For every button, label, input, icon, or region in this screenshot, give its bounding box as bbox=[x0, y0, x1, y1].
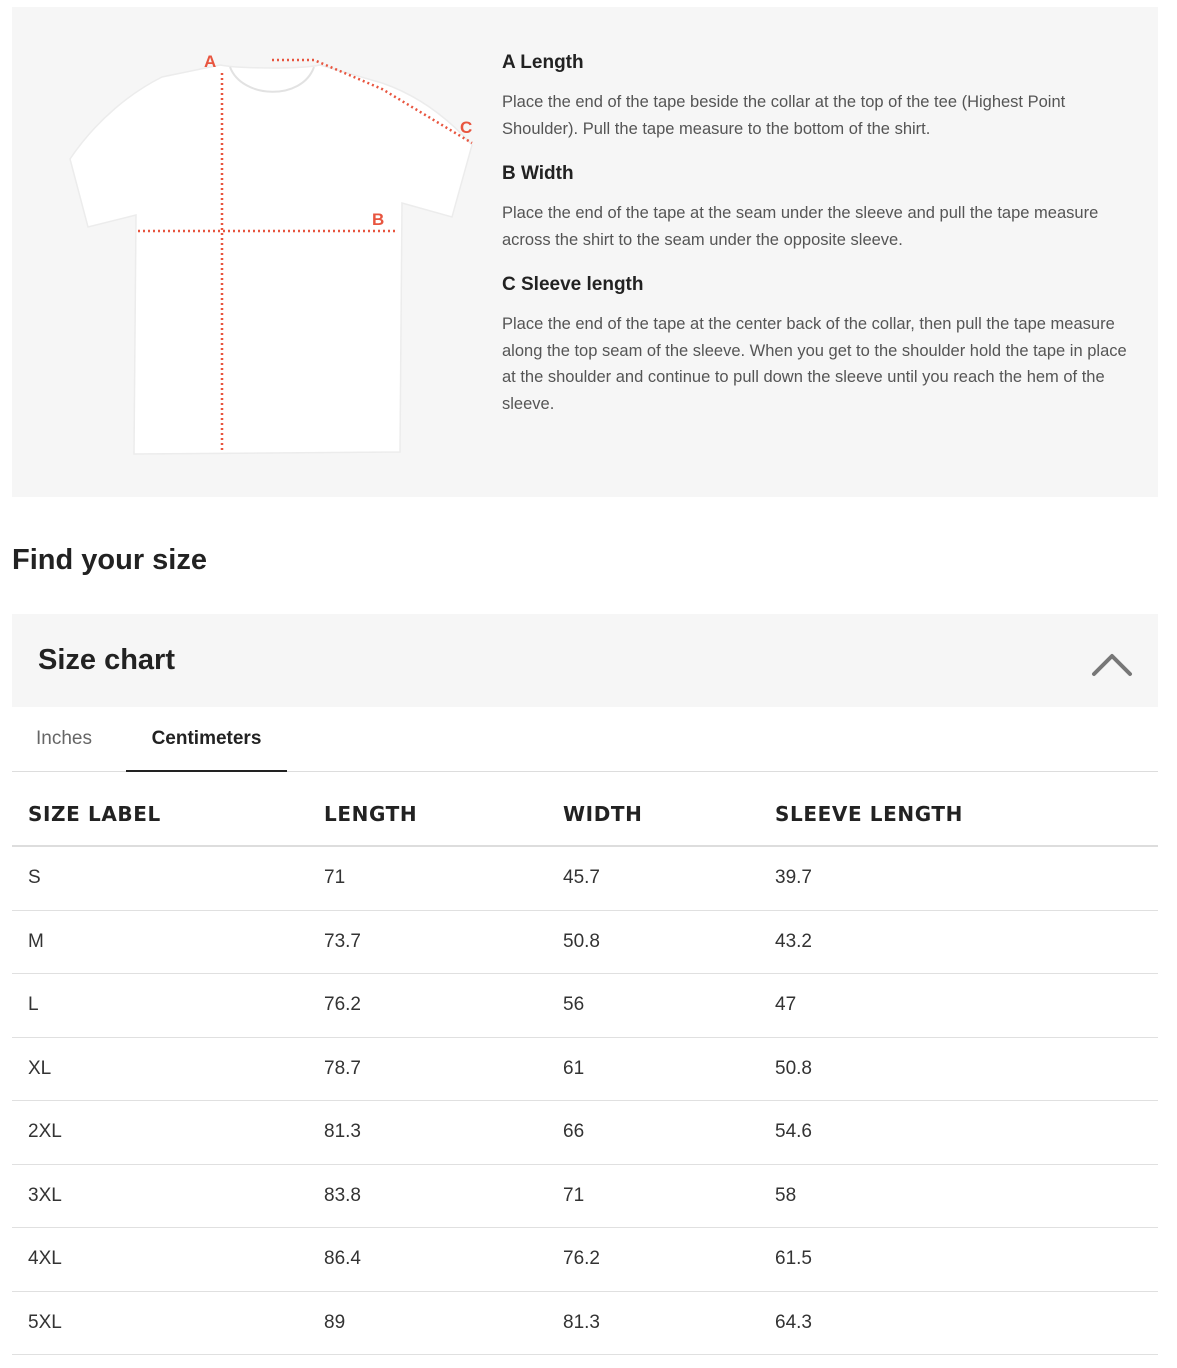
cell-sleeve-length: 54.6 bbox=[759, 1101, 1158, 1165]
cell-sleeve-length: 47 bbox=[759, 974, 1158, 1038]
measurement-guide bbox=[12, 7, 1158, 497]
cell-width: 71 bbox=[547, 1164, 759, 1228]
label-a: A bbox=[204, 52, 217, 71]
column-header-length: LENGTH bbox=[308, 782, 547, 846]
cell-sleeve-length: 43.2 bbox=[759, 910, 1158, 974]
table-row bbox=[12, 846, 1158, 910]
measure-c-description: Place the end of the tape at the center back of the collar, then pull the tape measure along the top seam of the sleeve. When you get to the shoulder hold the tape in place at the shoulder and continue to pull down the sleeve until you reach the hem of the sleeve. bbox=[502, 315, 1127, 413]
cell-length: 73.7 bbox=[308, 910, 547, 974]
cell-size: XL bbox=[12, 1037, 308, 1101]
table-row bbox=[12, 1037, 1158, 1101]
cell-length: 71 bbox=[308, 846, 547, 910]
size-chart-header[interactable] bbox=[12, 614, 1158, 707]
collapse-toggle-button[interactable] bbox=[1088, 642, 1136, 682]
table-header-row bbox=[12, 782, 1158, 846]
cell-length: 76.2 bbox=[308, 974, 547, 1038]
table-row bbox=[12, 1101, 1158, 1165]
measure-b-title: B Width bbox=[502, 163, 574, 184]
cell-sleeve-length: 64.3 bbox=[759, 1291, 1158, 1355]
cell-sleeve-length: 61.5 bbox=[759, 1228, 1158, 1292]
cell-width: 50.8 bbox=[547, 910, 759, 974]
cell-size: S bbox=[12, 846, 308, 910]
column-header-size-label: SIZE LABEL bbox=[12, 782, 308, 846]
tshirt-shape bbox=[70, 65, 472, 454]
measure-a-title: A Length bbox=[502, 52, 584, 73]
table-row bbox=[12, 1291, 1158, 1355]
cell-width: 81.3 bbox=[547, 1291, 759, 1355]
cell-size: L bbox=[12, 974, 308, 1038]
cell-length: 86.4 bbox=[308, 1228, 547, 1292]
column-header-sleeve-length: SLEEVE LENGTH bbox=[759, 782, 1158, 846]
label-c: C bbox=[460, 118, 473, 137]
measure-b-description: Place the end of the tape at the seam under the sleeve and pull the tape measure across the shirt to the seam under the opposite sleeve. bbox=[502, 204, 1099, 249]
cell-size: 5XL bbox=[12, 1291, 308, 1355]
size-chart-table bbox=[12, 782, 1158, 1355]
cell-length: 81.3 bbox=[308, 1101, 547, 1165]
cell-sleeve-length: 39.7 bbox=[759, 846, 1158, 910]
cell-width: 66 bbox=[547, 1101, 759, 1165]
cell-size: M bbox=[12, 910, 308, 974]
tshirt-illustration bbox=[52, 37, 492, 467]
tab-inches[interactable]: Inches bbox=[36, 728, 92, 749]
chevron-up-icon bbox=[1088, 642, 1136, 682]
tshirt-diagram bbox=[52, 37, 492, 467]
size-chart-title: Size chart bbox=[38, 644, 175, 676]
measurement-instructions bbox=[502, 51, 1132, 437]
cell-width: 45.7 bbox=[547, 846, 759, 910]
cell-width: 56 bbox=[547, 974, 759, 1038]
measure-c-title: C Sleeve length bbox=[502, 274, 644, 295]
cell-width: 61 bbox=[547, 1037, 759, 1101]
unit-tabs bbox=[12, 708, 1158, 772]
cell-width: 76.2 bbox=[547, 1228, 759, 1292]
cell-size: 2XL bbox=[12, 1101, 308, 1165]
cell-size: 3XL bbox=[12, 1164, 308, 1228]
measure-a-description: Place the end of the tape beside the collar at the top of the tee (Highest Point Shoulder). Pull the tape measure to the bottom of the shirt. bbox=[502, 93, 1066, 138]
find-your-size-heading: Find your size bbox=[12, 544, 207, 576]
table-row bbox=[12, 974, 1158, 1038]
cell-sleeve-length: 50.8 bbox=[759, 1037, 1158, 1101]
label-b: B bbox=[372, 210, 385, 229]
table-row bbox=[12, 910, 1158, 974]
cell-size: 4XL bbox=[12, 1228, 308, 1292]
table-row bbox=[12, 1228, 1158, 1292]
table-row bbox=[12, 1164, 1158, 1228]
cell-length: 89 bbox=[308, 1291, 547, 1355]
column-header-width: WIDTH bbox=[547, 782, 759, 846]
cell-length: 78.7 bbox=[308, 1037, 547, 1101]
cell-length: 83.8 bbox=[308, 1164, 547, 1228]
cell-sleeve-length: 58 bbox=[759, 1164, 1158, 1228]
tab-centimeters[interactable]: Centimeters bbox=[126, 708, 287, 772]
